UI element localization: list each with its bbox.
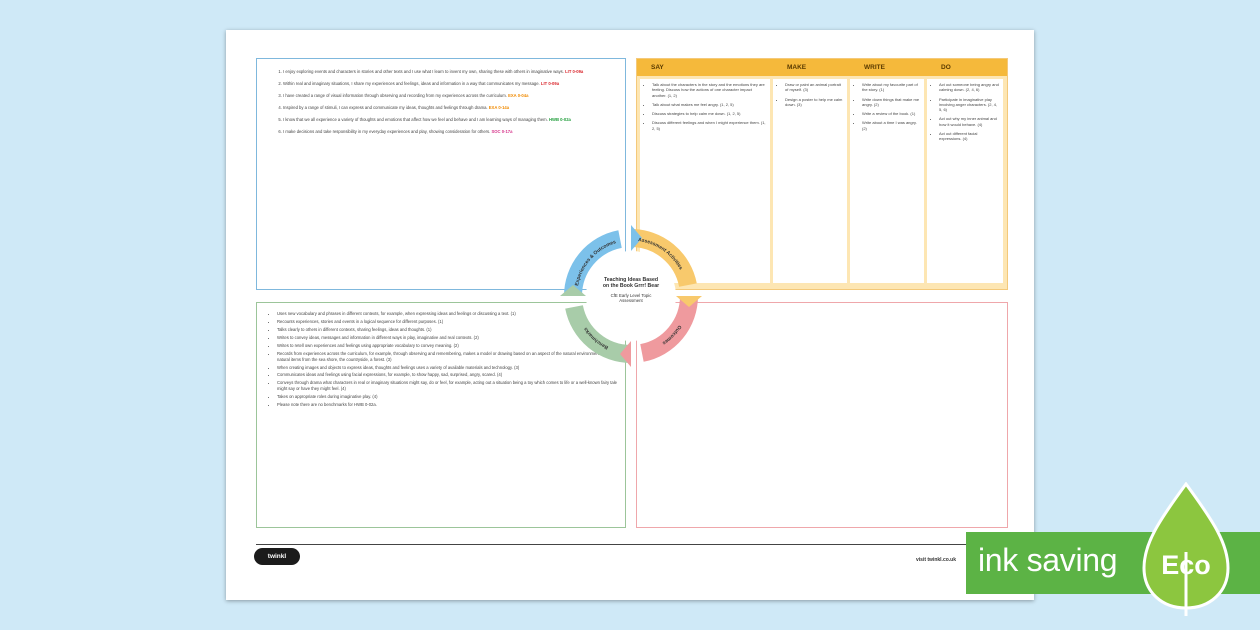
outcome-item bbox=[283, 81, 615, 87]
ink-saving-label: ink saving bbox=[978, 542, 1118, 578]
outcomes-list bbox=[257, 59, 625, 135]
do-idea-item: • Act out why my inner animal and how it would behave. (4) bbox=[939, 116, 1000, 127]
benchmark-item: • When creating images and objects to express ideas, thoughts and feelings uses a variety of available materials and technology. (3) bbox=[277, 365, 617, 371]
outcome-item bbox=[283, 129, 615, 135]
footer-divider bbox=[256, 544, 1010, 545]
benchmark-item: • Records from experiences across the curriculum, for example, through observing and remembering, makes a model or drawing based on an aspect of the natural environment such as natural items from the sea shore, the countryside, a forest. (3) bbox=[277, 351, 617, 362]
do-column bbox=[927, 79, 1003, 283]
header-write: WRITE bbox=[864, 64, 885, 71]
outcome-text: I enjoy exploring events and characters in stories and other texts and I use what I learn to invent my own, sharing these with others in imaginative ways. bbox=[283, 69, 566, 74]
say-idea-item: • Discuss strategies to help calm me down. (1, 2, 5) bbox=[652, 111, 767, 116]
benchmark-item: • Writes to retell own experiences and feelings using appropriate vocabulary to convey meaning. (2) bbox=[277, 343, 617, 349]
do-idea-item: • Act out someone being angry and calming down. (2, 4, 6) bbox=[939, 82, 1000, 93]
header-make: MAKE bbox=[787, 64, 807, 71]
say-idea-item: • Discuss different feelings and when I might experience them. (1, 2, 5) bbox=[652, 120, 767, 131]
ideas-header-row bbox=[637, 59, 1007, 76]
outcome-item bbox=[283, 69, 615, 75]
benchmark-item: • Communicates ideas and feelings using facial expressions, for example, to show happy, sad, surprised, angry, scared. (4) bbox=[277, 372, 617, 378]
write-idea-item: • Write down things that make me angry. (2) bbox=[862, 97, 921, 108]
outcome-code: EXA 0-14a bbox=[488, 105, 510, 110]
say-idea-item: • Talk about what makes me feel angry. (1, 2, 5) bbox=[652, 102, 767, 107]
benchmark-item: • Please note there are no benchmarks for HWB 0-02a. bbox=[277, 402, 617, 408]
outcome-text: Inspired by a range of stimuli, I can express and communicate my ideas, thoughts and feelings through drama. bbox=[283, 105, 489, 110]
header-do: DO bbox=[941, 64, 951, 71]
make-idea-item: • Design a poster to help me calm down. (3) bbox=[785, 97, 844, 108]
cycle-center-title: Teaching Ideas Based on the Book Grrr! Bear bbox=[602, 277, 660, 290]
write-idea-item: • Write a review of the book. (1) bbox=[862, 111, 921, 116]
outcome-item bbox=[283, 105, 615, 111]
write-idea-item: • Write about a time I was angry. (2) bbox=[862, 120, 921, 131]
assessment-cycle-diagram bbox=[546, 211, 716, 381]
outcome-code: LIT 0-09a bbox=[540, 81, 560, 86]
header-say: SAY bbox=[651, 64, 664, 71]
benchmark-item: • Recounts experiences, stories and events in a logical sequence for different purposes. (1) bbox=[277, 319, 617, 325]
seg-label-experiences: Experiences & Outcomes bbox=[574, 239, 617, 287]
do-idea-item: • Act out different facial expressions. (4) bbox=[939, 131, 1000, 142]
seg-label-activities: Assessment Activities bbox=[637, 237, 684, 271]
footer-url: visit twinkl.co.uk bbox=[916, 557, 957, 563]
benchmark-item: • Writes to convey ideas, messages and information in different ways in play, imaginative and real contexts. (2) bbox=[277, 335, 617, 341]
seg-label-benchmarks: Benchmarks bbox=[582, 326, 610, 351]
say-idea-item: • Talk about the characters in the story and the emotions they are feeling. Discuss how the actions of one character impact another. (1, 2) bbox=[652, 82, 767, 98]
outcome-code: LIT 0-09a bbox=[565, 69, 584, 74]
seg-label-outcomes: Outcomes bbox=[661, 323, 683, 346]
write-idea-item: • Write about my favourite part of the story. (1) bbox=[862, 82, 921, 93]
twinkl-logo: twinkl bbox=[254, 548, 300, 565]
eco-badge-text: Eco bbox=[1161, 550, 1211, 580]
do-idea-item: • Participate in imaginative play involving anger characters. (2, 4, 5, 6) bbox=[939, 97, 1000, 113]
resource-preview-sheet bbox=[226, 30, 1034, 600]
outcome-item bbox=[283, 117, 615, 123]
outcome-text: I know that we all experience a variety of thoughts and emotions that affect how we feel and behave and I am learning ways of managing them. bbox=[283, 117, 549, 122]
benchmark-item: • Takes on appropriate roles during imaginative play. (4) bbox=[277, 394, 617, 400]
outcome-code: SOC 0-17a bbox=[491, 129, 513, 134]
benchmark-item: • Conveys through drama what characters in real or imaginary situations might say, do or feel, for example, acting out a situation being a toy which comes to life or a well-known fairy tale might say or have they might feel. (4) bbox=[277, 380, 617, 391]
outcome-item bbox=[283, 93, 615, 99]
outcome-text: Within real and imaginary situations, I share my experiences and feelings, ideas and information in a way that communicates my message. bbox=[283, 81, 541, 86]
eco-leaf-icon bbox=[1138, 482, 1234, 618]
outcome-code: EXA 0-04a bbox=[508, 93, 529, 98]
write-column bbox=[850, 79, 924, 283]
make-column bbox=[773, 79, 847, 283]
outcome-code: HWB 0-02a bbox=[549, 117, 571, 122]
make-idea-item: • Draw or paint an animal portrait of myself. (3) bbox=[785, 82, 844, 93]
benchmark-item: • Uses new vocabulary and phrases in different contexts, for example, when expressing ideas and feelings or discussing a text. (1) bbox=[277, 311, 617, 317]
outcome-text: I have created a range of visual information through observing and recording from my experiences across the curriculum. bbox=[283, 93, 509, 98]
benchmark-item: • Talks clearly to others in different contexts, sharing feelings, ideas and thoughts. (1) bbox=[277, 327, 617, 333]
cycle-center-subtitle: CfE Early Level Topic Assessment bbox=[610, 292, 652, 304]
outcome-text: I make decisions and take responsibility in my everyday experiences and play, showing consideration for others. bbox=[283, 129, 492, 134]
